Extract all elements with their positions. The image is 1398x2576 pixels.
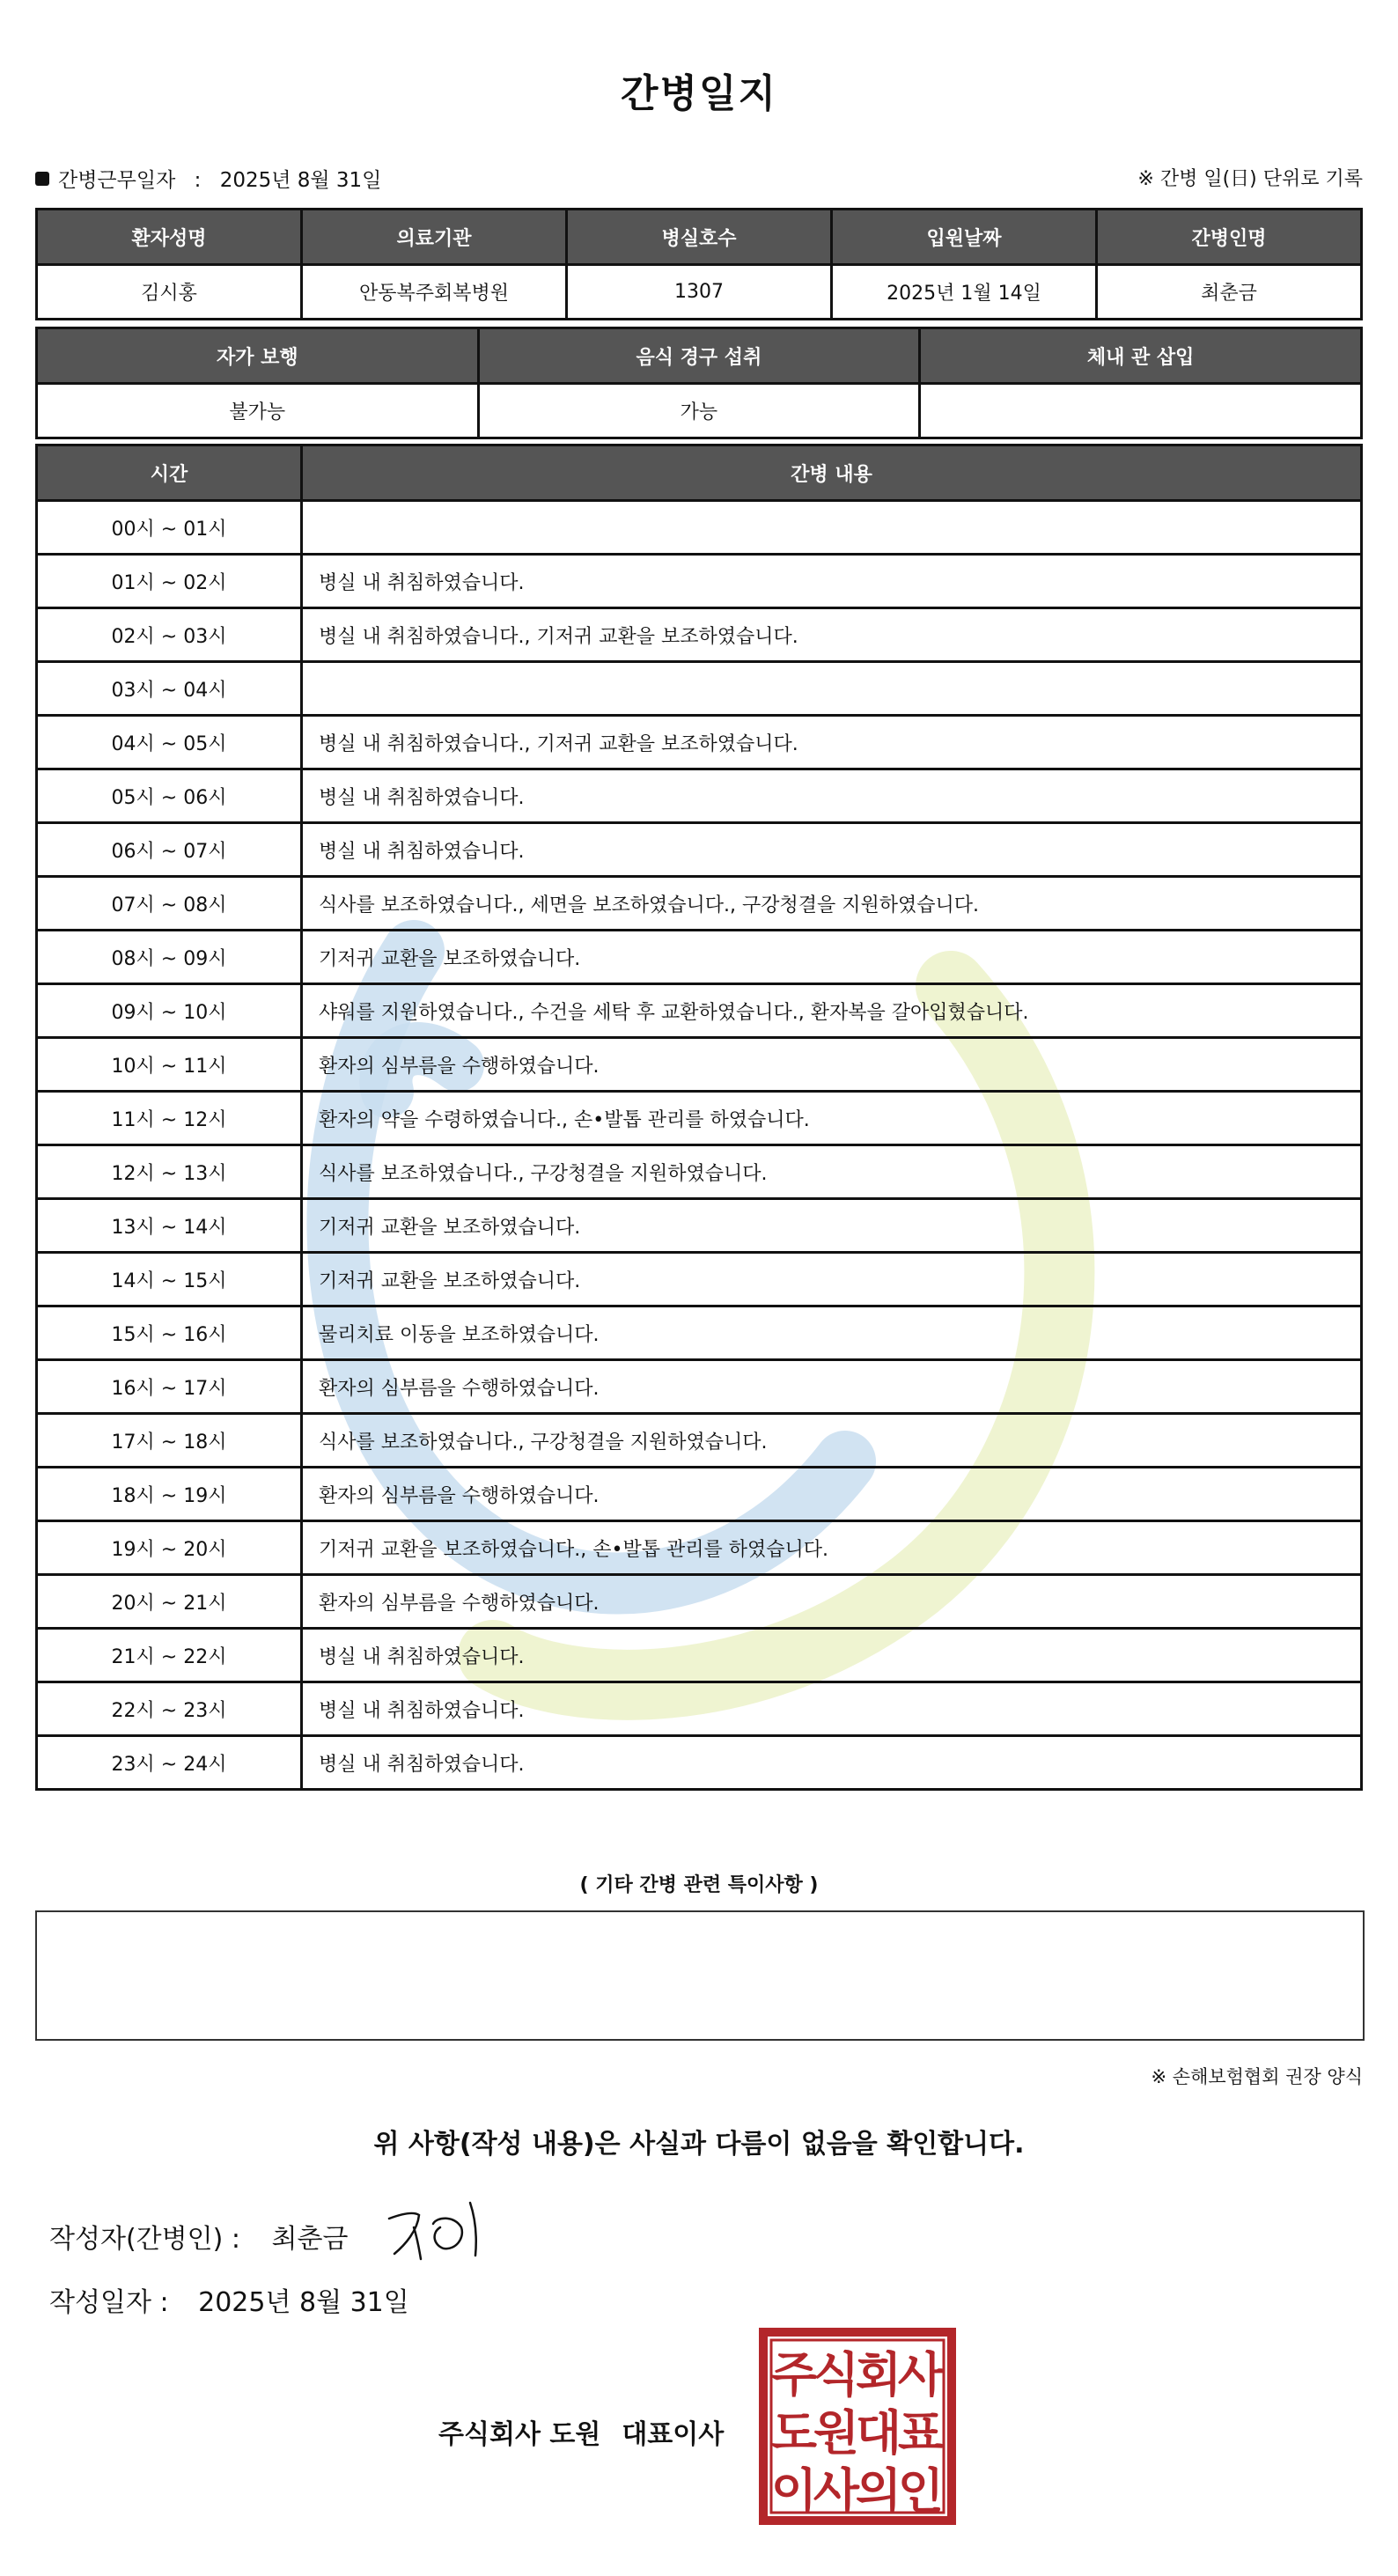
care-content — [302, 662, 1362, 716]
care-row — [37, 1629, 1362, 1682]
care-row — [37, 877, 1362, 931]
seal-char: 도 — [770, 2405, 818, 2461]
care-time: 07시 ~ 08시 — [37, 877, 302, 931]
representative-title: 대표이사 — [622, 2419, 725, 2450]
company-seal-icon — [759, 2328, 956, 2525]
oral-intake-value: 가능 — [478, 384, 920, 438]
care-time: 06시 ~ 07시 — [37, 823, 302, 877]
care-content: 환자의 심부름을 수행하였습니다. — [302, 1575, 1362, 1629]
care-time: 01시 ~ 02시 — [37, 555, 302, 608]
writer-name: 최춘금 — [271, 2224, 349, 2255]
header-admission-date: 입원날짜 — [832, 210, 1097, 265]
page-title: 간병일지 — [620, 71, 777, 116]
work-date-line — [35, 164, 381, 193]
header-room: 병실호수 — [567, 210, 832, 265]
care-row — [37, 769, 1362, 823]
signature-icon — [379, 2192, 511, 2263]
header-caregiver-name: 간병인명 — [1097, 210, 1362, 265]
seal-char: 식 — [813, 2347, 860, 2403]
care-row — [37, 1038, 1362, 1092]
care-log-body — [37, 501, 1362, 1790]
care-time: 03시 ~ 04시 — [37, 662, 302, 716]
care-content: 병실 내 취침하였습니다. — [302, 555, 1362, 608]
care-content: 샤워를 지원하였습니다., 수건을 세탁 후 교환하였습니다., 환자복을 갈아입혔습니다. — [302, 984, 1362, 1038]
written-date-value: 2025년 8월 31일 — [198, 2287, 409, 2318]
seal-char: 회 — [855, 2347, 902, 2403]
remarks-box — [35, 1910, 1365, 2041]
unit-note: ※ 간병 일(日) 단위로 기록 — [1137, 168, 1363, 190]
header-oral-intake: 음식 경구 섭취 — [478, 328, 920, 384]
care-content: 기저귀 교환을 보조하였습니다., 손•발톱 관리를 하였습니다. — [302, 1521, 1362, 1575]
care-content: 기저귀 교환을 보조하였습니다. — [302, 1253, 1362, 1306]
care-time: 14시 ~ 15시 — [37, 1253, 302, 1306]
care-time: 18시 ~ 19시 — [37, 1468, 302, 1521]
care-content: 병실 내 취침하였습니다. — [302, 769, 1362, 823]
care-content: 식사를 보조하였습니다., 구강청결을 지원하였습니다. — [302, 1414, 1362, 1468]
seal-char: 사 — [897, 2347, 945, 2403]
self-walking-value: 불가능 — [37, 384, 479, 438]
confirmation-statement: 위 사항(작성 내용)은 사실과 다름이 없음을 확인합니다. — [373, 2129, 1025, 2160]
work-date-label: 간병근무일자 — [58, 169, 176, 192]
care-row — [37, 1575, 1362, 1629]
care-row — [37, 1414, 1362, 1468]
care-row — [37, 1468, 1362, 1521]
care-time: 23시 ~ 24시 — [37, 1736, 302, 1790]
care-row — [37, 1360, 1362, 1414]
care-content: 환자의 약을 수령하였습니다., 손•발톱 관리를 하였습니다. — [302, 1092, 1362, 1145]
info-value-row — [37, 265, 1362, 320]
header-tube-insertion: 체내 관 삽입 — [920, 328, 1362, 384]
admission-date: 2025년 1월 14일 — [832, 265, 1097, 320]
seal-char: 사 — [813, 2463, 860, 2519]
written-date-label: 작성일자 : — [49, 2287, 169, 2318]
care-content: 식사를 보조하였습니다., 구강청결을 지원하였습니다. — [302, 1145, 1362, 1199]
care-row — [37, 1682, 1362, 1736]
care-time: 09시 ~ 10시 — [37, 984, 302, 1038]
room-number: 1307 — [567, 265, 832, 320]
care-time: 10시 ~ 11시 — [37, 1038, 302, 1092]
care-time: 12시 ~ 13시 — [37, 1145, 302, 1199]
seal-char: 표 — [897, 2405, 945, 2461]
care-header-row — [37, 445, 1362, 501]
care-content: 기저귀 교환을 보조하였습니다. — [302, 931, 1362, 984]
care-row — [37, 555, 1362, 608]
header-patient-name: 환자성명 — [37, 210, 302, 265]
care-log-table — [35, 444, 1363, 1791]
care-content: 환자의 심부름을 수행하였습니다. — [302, 1038, 1362, 1092]
written-date-line — [49, 2280, 409, 2319]
care-row — [37, 931, 1362, 984]
square-bullet-icon — [35, 172, 49, 186]
care-content: 물리치료 이동을 보조하였습니다. — [302, 1306, 1362, 1360]
care-time: 11시 ~ 12시 — [37, 1092, 302, 1145]
header-time: 시간 — [37, 445, 302, 501]
seal-char: 원 — [813, 2405, 860, 2461]
care-row — [37, 1145, 1362, 1199]
seal-char: 대 — [855, 2405, 902, 2461]
care-row — [37, 984, 1362, 1038]
care-time: 16시 ~ 17시 — [37, 1360, 302, 1414]
care-content — [302, 501, 1362, 555]
recommend-note: ※ 손해보험협회 권장 양식 — [1151, 2066, 1363, 2087]
company-line — [438, 2412, 724, 2451]
care-row — [37, 1306, 1362, 1360]
care-time: 04시 ~ 05시 — [37, 716, 302, 769]
care-time: 02시 ~ 03시 — [37, 608, 302, 662]
seal-char: 이 — [770, 2463, 818, 2519]
care-time: 15시 ~ 16시 — [37, 1306, 302, 1360]
header-care-content: 간병 내용 — [302, 445, 1362, 501]
care-time: 22시 ~ 23시 — [37, 1682, 302, 1736]
care-time: 00시 ~ 01시 — [37, 501, 302, 555]
caregiver-name: 최춘금 — [1097, 265, 1362, 320]
care-time: 19시 ~ 20시 — [37, 1521, 302, 1575]
work-date-value: 2025년 8월 31일 — [219, 169, 382, 192]
care-row — [37, 1736, 1362, 1790]
care-row — [37, 716, 1362, 769]
care-content: 병실 내 취침하였습니다. — [302, 1629, 1362, 1682]
status-header-row — [37, 328, 1362, 384]
tube-insertion-value — [920, 384, 1362, 438]
care-row — [37, 823, 1362, 877]
writer-line — [49, 2217, 348, 2256]
care-row — [37, 1092, 1362, 1145]
care-content: 병실 내 취침하였습니다. — [302, 823, 1362, 877]
seal-char: 인 — [897, 2463, 945, 2519]
care-content: 병실 내 취침하였습니다., 기저귀 교환을 보조하였습니다. — [302, 608, 1362, 662]
care-content: 병실 내 취침하였습니다. — [302, 1736, 1362, 1790]
care-time: 20시 ~ 21시 — [37, 1575, 302, 1629]
company-name: 주식회사 도원 — [438, 2419, 601, 2450]
care-content: 환자의 심부름을 수행하였습니다. — [302, 1468, 1362, 1521]
care-row — [37, 1253, 1362, 1306]
care-content: 기저귀 교환을 보조하였습니다. — [302, 1199, 1362, 1253]
care-row — [37, 1521, 1362, 1575]
patient-info-table — [35, 208, 1363, 320]
work-date-separator: : — [194, 169, 202, 192]
remarks-title: ( 기타 간병 관련 특이사항 ) — [579, 1874, 819, 1896]
care-content: 병실 내 취침하였습니다., 기저귀 교환을 보조하였습니다. — [302, 716, 1362, 769]
care-time: 08시 ~ 09시 — [37, 931, 302, 984]
seal-char: 주 — [770, 2347, 818, 2403]
writer-label: 작성자(간병인) : — [49, 2224, 240, 2255]
care-row — [37, 1199, 1362, 1253]
care-content: 식사를 보조하였습니다., 세면을 보조하였습니다., 구강청결을 지원하였습니다. — [302, 877, 1362, 931]
hospital-name: 안동복주회복병원 — [302, 265, 567, 320]
seal-char: 의 — [855, 2463, 902, 2519]
status-value-row — [37, 384, 1362, 438]
info-header-row — [37, 210, 1362, 265]
care-time: 21시 ~ 22시 — [37, 1629, 302, 1682]
patient-status-table — [35, 327, 1363, 439]
header-self-walking: 자가 보행 — [37, 328, 479, 384]
care-row — [37, 608, 1362, 662]
care-content: 환자의 심부름을 수행하였습니다. — [302, 1360, 1362, 1414]
care-time: 17시 ~ 18시 — [37, 1414, 302, 1468]
care-content: 병실 내 취침하였습니다. — [302, 1682, 1362, 1736]
patient-name: 김시홍 — [37, 265, 302, 320]
care-time: 05시 ~ 06시 — [37, 769, 302, 823]
care-row — [37, 501, 1362, 555]
header-hospital: 의료기관 — [302, 210, 567, 265]
care-row — [37, 662, 1362, 716]
care-time: 13시 ~ 14시 — [37, 1199, 302, 1253]
